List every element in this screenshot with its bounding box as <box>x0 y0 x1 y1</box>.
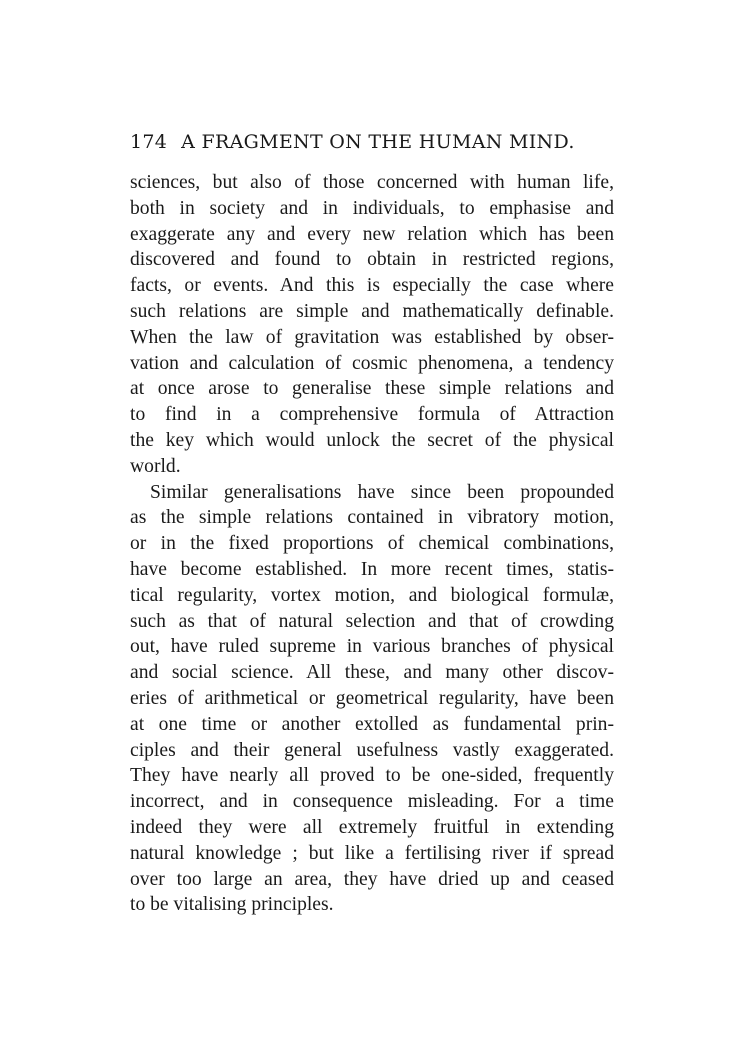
text-line: out, have ruled supreme in various branches of physical <box>130 636 614 658</box>
page-number: 174 <box>130 131 168 153</box>
text-line: to be vitalising principles. <box>130 894 334 916</box>
text-line: have become established. In more recent times, statis- <box>130 558 614 580</box>
text-line: indeed they were all extremely fruitful in extending <box>130 816 614 838</box>
text-line: eries of arithmetical or geometrical regularity, have been <box>130 687 614 709</box>
text-line: or in the fixed proportions of chemical combinations, <box>130 533 614 555</box>
text-line: sciences, but also of those concerned with human life, <box>130 172 614 193</box>
text-line: at one time or another extolled as fundamental prin- <box>130 713 614 735</box>
running-title: A FRAGMENT ON THE HUMAN MIND. <box>181 131 575 153</box>
text-line: When the law of gravitation was established by obser- <box>130 326 614 348</box>
text-line: vation and calculation of cosmic phenomena, a tendency <box>130 352 614 374</box>
text-line: exaggerate any and every new relation which has been <box>130 223 614 245</box>
text-line: tical regularity, vortex motion, and biological formulæ, <box>130 584 614 606</box>
text-line: over too large an area, they have dried up and ceased <box>130 868 614 890</box>
text-line: to find in a comprehensive formula of Attraction <box>130 404 614 426</box>
text-line: such relations are simple and mathematically definable. <box>130 300 614 322</box>
text-line: as the simple relations contained in vibratory motion, <box>130 507 614 529</box>
text-line: ciples and their general usefulness vastly exaggerated. <box>130 739 614 761</box>
text-line: such as that of natural selection and that of crowding <box>130 610 614 632</box>
paragraph-2 <box>130 480 614 919</box>
text-line: discovered and found to obtain in restricted regions, <box>130 249 614 271</box>
text-line: the key which would unlock the secret of the physical <box>130 429 614 451</box>
text-line: Similar generalisations have since been propounded <box>150 481 614 503</box>
text-line: facts, or events. And this is especially the case where <box>130 275 614 297</box>
text-line: both in society and in individuals, to emphasise and <box>130 197 614 219</box>
running-header <box>130 130 614 154</box>
text-line: natural knowledge ; but like a fertilising river if spread <box>130 842 614 864</box>
text-line: They have nearly all proved to be one-sided, frequently <box>130 765 614 787</box>
text-line: and social science. All these, and many other discov- <box>130 662 614 684</box>
text-line: world. <box>130 455 181 477</box>
body-text <box>130 170 614 918</box>
text-line: at once arose to generalise these simple relations and <box>130 378 614 400</box>
text-line: incorrect, and in consequence misleading. For a time <box>130 791 614 813</box>
paragraph-1 <box>130 170 614 480</box>
